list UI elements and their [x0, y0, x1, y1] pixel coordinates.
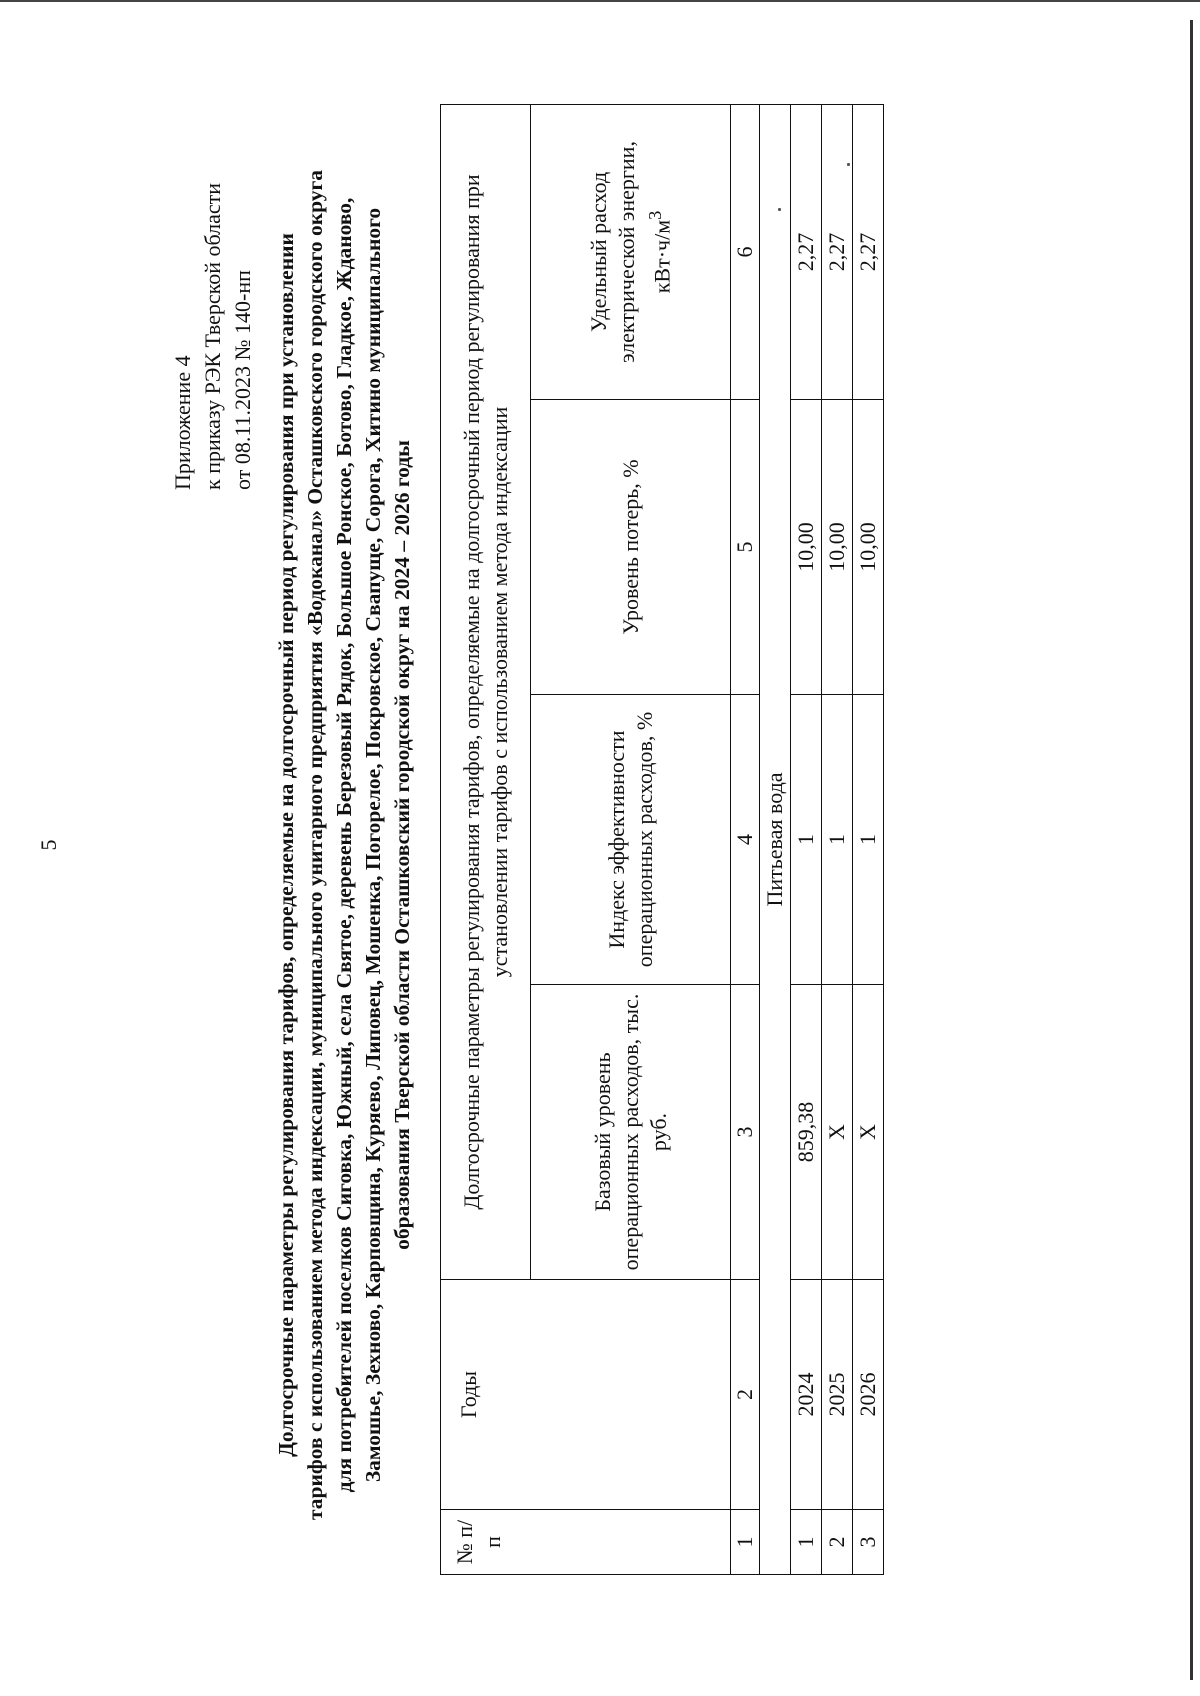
- section-row: [760, 104, 791, 1574]
- column-number: 3: [731, 985, 760, 1280]
- table-header-row: [441, 104, 531, 1574]
- title-line: Долгосрочные параметры регулирования тарифов, определяемые на долгосрочный период регулирования при установлении: [274, 233, 298, 1457]
- row-losses: 10,00: [822, 400, 853, 695]
- header-years: Годы: [441, 1280, 731, 1510]
- row-base-cost: Х: [822, 985, 853, 1280]
- row-energy: 2,27: [853, 104, 884, 399]
- appendix-reference: [168, 40, 258, 490]
- row-efficiency: 1: [791, 695, 822, 985]
- energy-header-unit-power: 3: [644, 210, 665, 220]
- column-numbers-row: [731, 104, 760, 1574]
- section-drinking-water: Питьевая вода: [760, 104, 791, 1574]
- row-efficiency: 1: [822, 695, 853, 985]
- page-number: 5: [36, 839, 61, 851]
- row-efficiency: 1: [853, 695, 884, 985]
- row-losses: 10,00: [791, 400, 822, 695]
- column-number: 1: [731, 1510, 760, 1575]
- energy-header-text: Удельный расход электрической энергии,: [585, 141, 639, 363]
- header-number: № п/п: [441, 1510, 731, 1575]
- column-number: 2: [731, 1280, 760, 1510]
- rotated-sheet: [20, 20, 1060, 1670]
- header-base-cost: Базовый уровень операционных расходов, тыс. руб.: [531, 985, 731, 1280]
- header-efficiency-index: Индекс эффективности операционных расходов, %: [531, 695, 731, 985]
- row-number: 2: [822, 1510, 853, 1575]
- row-base-cost: 859,38: [791, 985, 822, 1280]
- row-number: 1: [791, 1510, 822, 1575]
- title-line: тарифов с использованием метода индексации, муниципального унитарного предприятия «Водоканал» Осташковского городского округа: [303, 169, 327, 1521]
- appendix-date: от 08.11.2023 № 140-нп: [230, 270, 255, 490]
- title-line: Замошье, Зехново, Карповщина, Куряево, Липовец, Мошенка, Погорелое, Покровское, Свапуще, Сорога, Хитино муниципального: [361, 207, 385, 1483]
- header-loss-level: Уровень потерь, %: [531, 400, 731, 695]
- column-number: 4: [731, 695, 760, 985]
- column-number: 6: [731, 104, 760, 399]
- row-year: 2025: [822, 1280, 853, 1510]
- row-year: 2024: [791, 1280, 822, 1510]
- row-losses: 10,00: [853, 400, 884, 695]
- table-row: [791, 104, 822, 1574]
- appendix-label: Приложение 4: [170, 355, 195, 490]
- scan-border: [1190, 20, 1193, 1680]
- title-line: для потребителей поселков Сиговка, Южный, села Святое, деревень Березовый Рядок, Большое Ронское, Ботово, Гладкое, Жданово,: [332, 197, 356, 1493]
- row-number: 3: [853, 1510, 884, 1575]
- row-energy: 2,27: [791, 104, 822, 399]
- row-base-cost: Х: [853, 985, 884, 1280]
- title-line: образования Тверской области Осташковский городской округ на 2024 – 2026 годы: [390, 440, 414, 1250]
- column-number: 5: [731, 400, 760, 695]
- scan-edge-line: [0, 0, 1200, 2]
- parameters-table: [440, 104, 884, 1575]
- header-group: Долгосрочные параметры регулирования тарифов, определяемые на долгосрочный период регулирования при установлении тарифов с использованием метода индексации: [441, 104, 531, 1279]
- row-year: 2026: [853, 1280, 884, 1510]
- row-energy: 2,27: [822, 104, 853, 399]
- table-row: [853, 104, 884, 1574]
- header-energy-consumption: [531, 104, 731, 399]
- table-row: [822, 104, 853, 1574]
- appendix-order: к приказу РЭК Тверской области: [200, 182, 225, 490]
- document-title: [272, 100, 417, 1590]
- energy-header-unit: кВт·ч/м: [649, 219, 675, 294]
